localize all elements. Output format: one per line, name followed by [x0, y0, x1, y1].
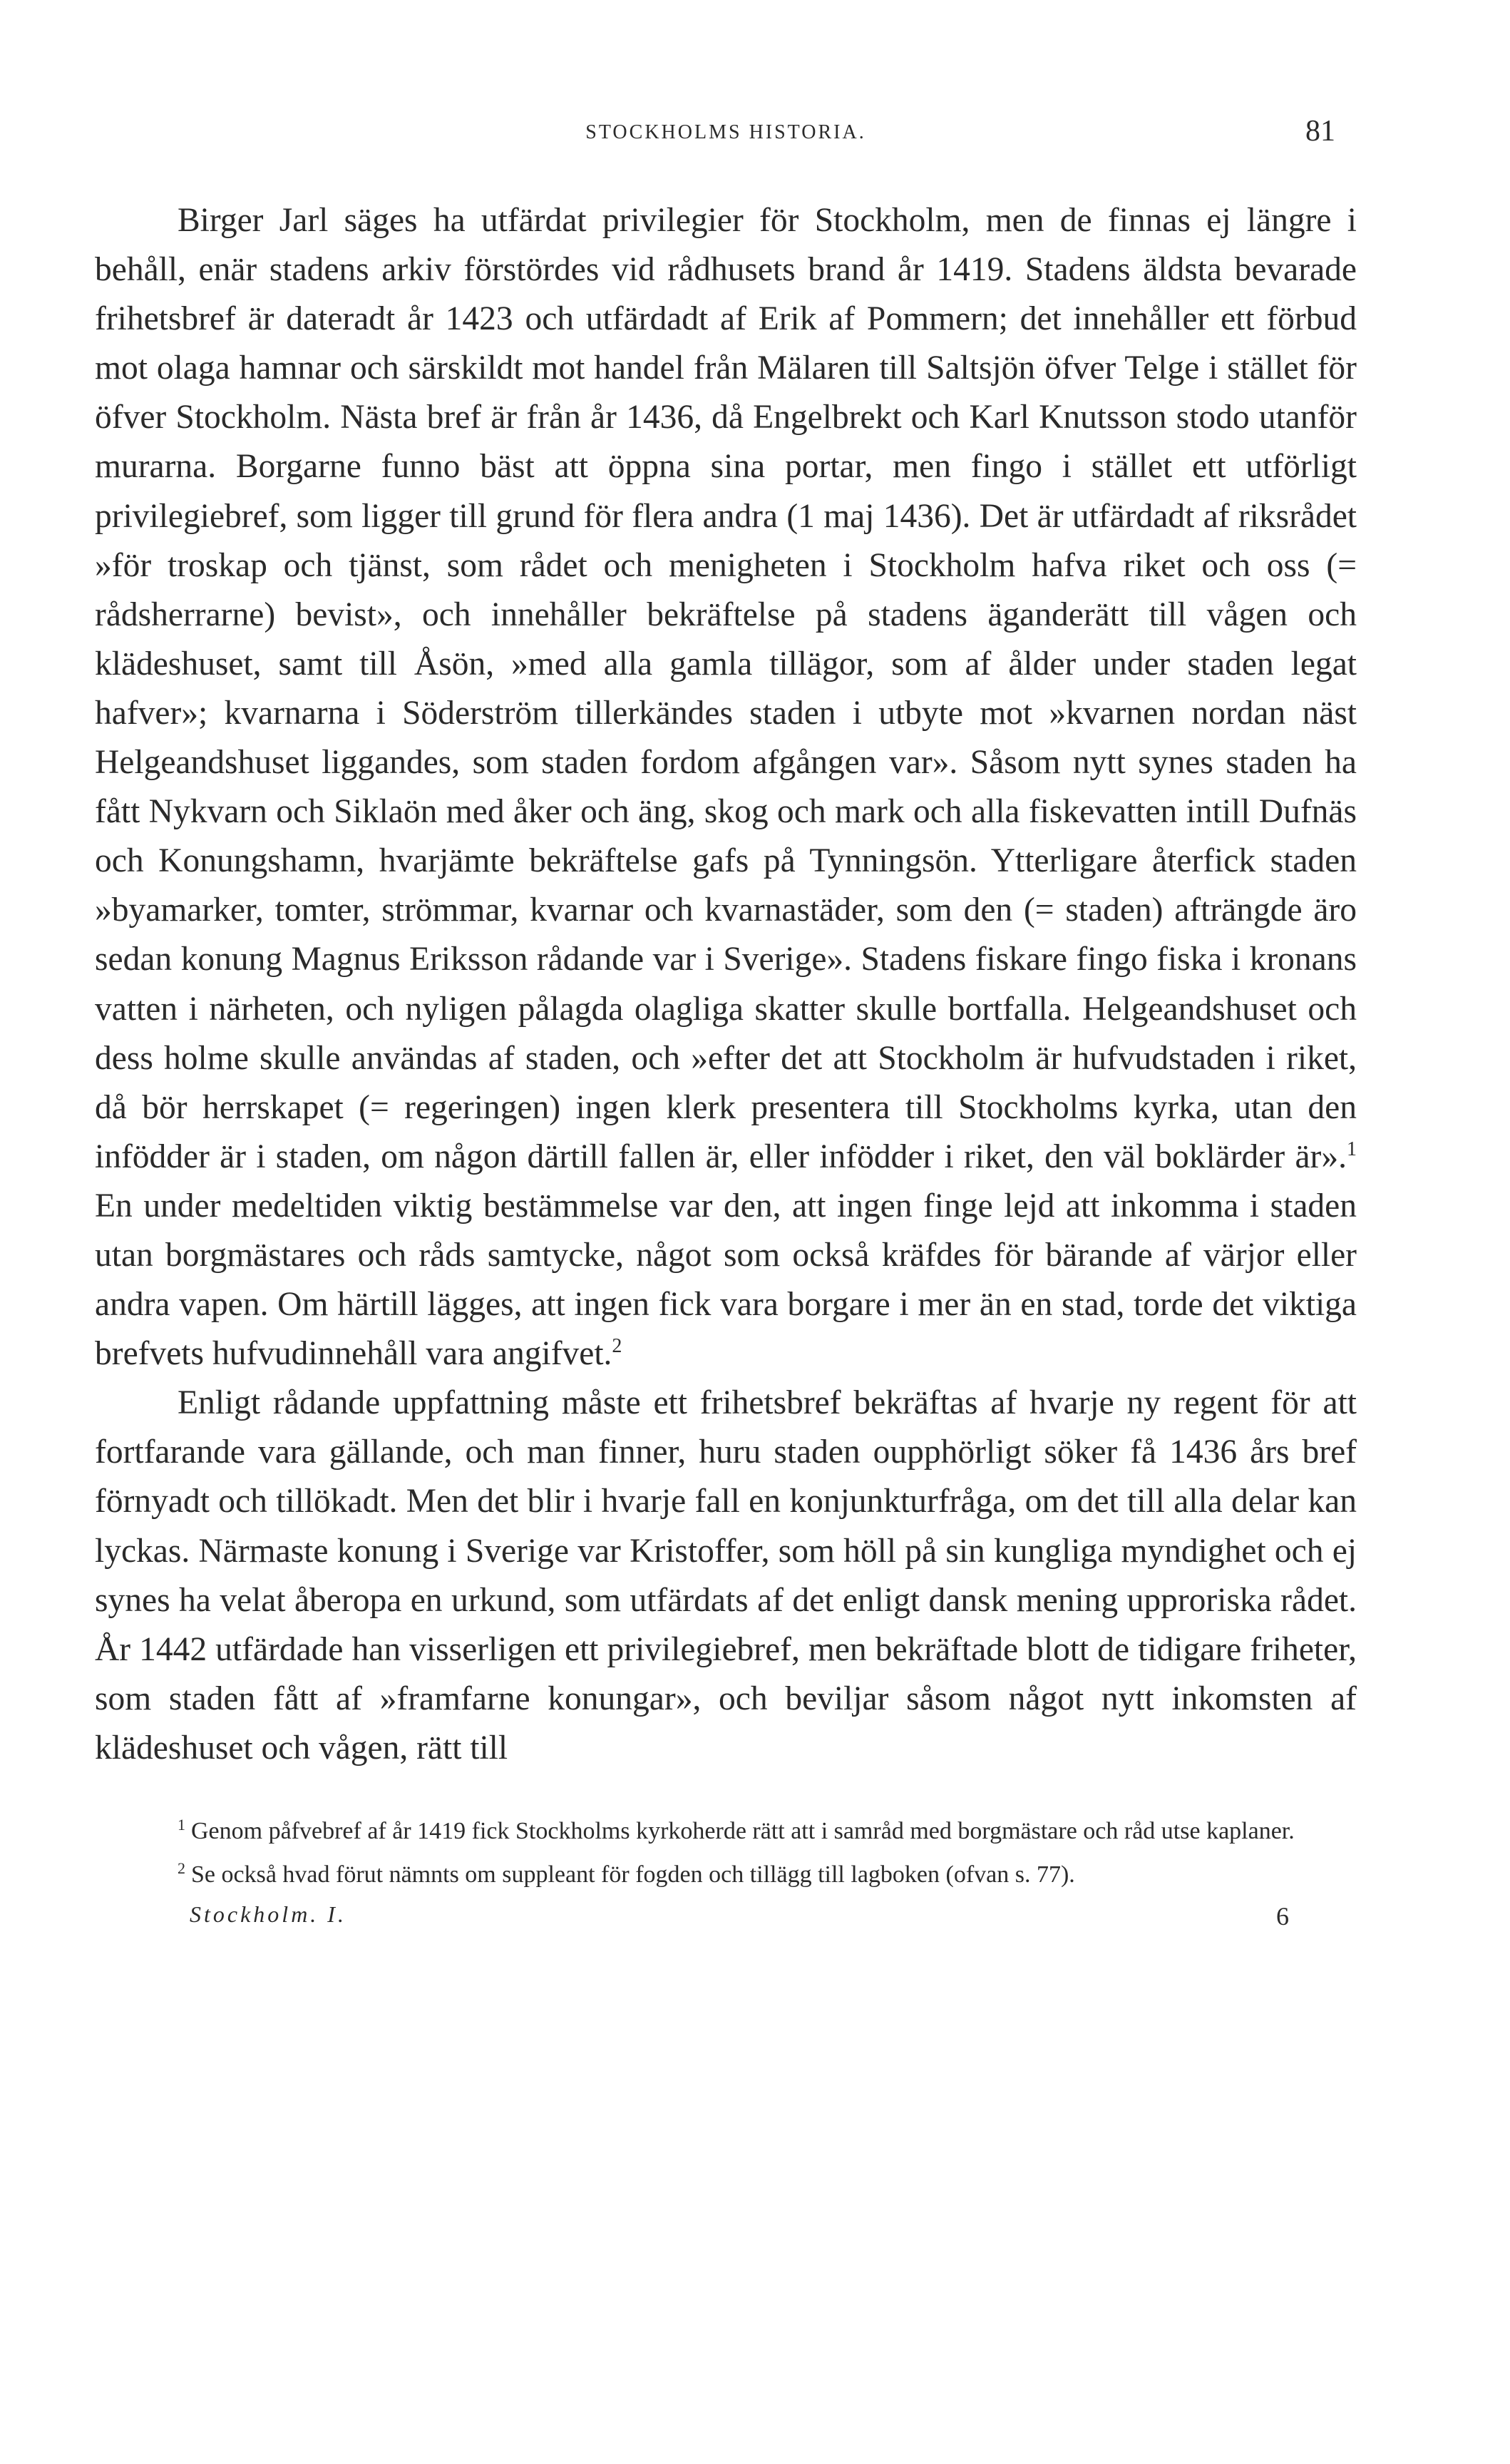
signature-number: 6	[1276, 1902, 1289, 1931]
paragraph-1-part-b: En under medeltiden viktig bestämmelse var den, att ingen finge lejd att inkomma i staden utan borgmästares och råds samtycke, något som också kräfdes för bärande af värjor eller andra vapen. Om härtill lägges, att ingen fick vara borgare i mer än en stad, torde det viktiga brefvets hufvudinnehåll vara angifvet.	[95, 1187, 1357, 1373]
running-head	[95, 114, 1357, 164]
footnote-2	[95, 1858, 1357, 1891]
running-title: STOCKHOLMS HISTORIA.	[585, 121, 866, 143]
footnote-1-text: Genom påfvebref af år 1419 fick Stockholms kyrkoherde rätt att i samråd med borgmästare och råd utse kaplaner.	[191, 1818, 1295, 1844]
paragraph-1	[95, 196, 1357, 1379]
footnotes	[95, 1814, 1357, 1891]
footnote-ref-1: 1	[1347, 1138, 1357, 1160]
footnote-2-mark: 2	[178, 1859, 185, 1877]
paragraph-1-part-a: Birger Jarl säges ha utfärdat privilegier för Stockholm, men de finnas ej längre i behåll, enär stadens arkiv förstördes vid rådhusets brand år 1419. Stadens äldsta bevarade frihetsbref är dateradt år 1423 och utfärdadt af Erik af Pommern; det innehåller ett förbud mot olaga hamnar och särskildt mot handel från Mälaren till Saltsjön öfver Telge i stället för öfver Stockholm. Nästa bref är från år 1436, då Engelbrekt och Karl Knutsson stodo utanför murarna. Borgarne funno bäst att öppna sina portar, men fingo i stället ett utförligt privilegiebref, som ligger till grund för flera andra (1 maj 1436). Det är utfärdadt af riksrådet »för troskap och tjänst, som rådet och menigheten i Stockholm hafva riket och oss (= rådsherrarne) bevist», och innehåller bekräftelse på stadens äganderätt till vågen och klädeshuset, samt till Åsön, »med alla gamla tillägor, som af ålder under staden legat hafver»; kvarnarna i Söderström tillerkändes staden i utbyte mot »kvarnen nordan näst Helgeandshuset liggandes, som staden fordom afgången var». Såsom nytt synes staden ha fått Nykvarn och Siklaön med åker och äng, skog och mark och alla fiskevatten intill Dufnäs och Konungshamn, hvarjämte bekräftelse gafs på Tynningsön. Ytterligare återfick staden »byamarker, tomter, strömmar, kvarnar och kvarnastäder, som den (= staden) afträngde äro sedan konung Magnus Eriksson rådande var i Sverige». Stadens fiskare fingo fiska i kronans vatten i närheten, och nyligen pålagda olagliga skatter skulle bortfalla. Helgeandshuset och dess holme skulle användas af staden, och »efter det att Stockholm är hufvudstaden i riket, då bör herrskapet (= regeringen) ingen klerk presentera till Stockholms kyrka, utan den infödder är i staden, om någon därtill fallen är, eller infödder i riket, den väl boklärder är».	[95, 202, 1357, 1175]
signature-mark: Stockholm. I.	[190, 1901, 346, 1927]
footnote-2-text: Se också hvad förut nämnts om suppleant för fogden och tillägg till lagboken (ofvan s. 77).	[191, 1861, 1075, 1888]
book-page	[95, 114, 1357, 2432]
page-number: 81	[1305, 115, 1335, 148]
footnote-1-mark: 1	[178, 1815, 185, 1834]
body-text	[95, 196, 1357, 1773]
paragraph-2: Enligt rådande uppfattning måste ett frihetsbref bekräftas af hvarje ny regent för att fortfarande vara gällande, och man finner, huru staden oupphörligt söker få 1436 års bref förnyadt och tillökadt. Men det blir i hvarje fall en konjunkturfråga, om det till alla delar kan lyckas. Närmaste konung i Sverige var Kristoffer, som höll på sin kungliga myndighet och ej synes ha velat åberopa en urkund, som utfärdats af det enligt dansk mening upproriska rådet. År 1442 utfärdade han visserligen ett privilegiebref, men bekräftade blott de tidigare friheter, som staden fått af »framfarne konungar», och beviljar såsom något nytt inkomsten af klädeshuset och vågen, rätt till	[95, 1384, 1357, 1767]
signature-line	[95, 1901, 1357, 1937]
footnote-1	[95, 1814, 1357, 1848]
footnote-ref-2: 2	[612, 1335, 622, 1358]
